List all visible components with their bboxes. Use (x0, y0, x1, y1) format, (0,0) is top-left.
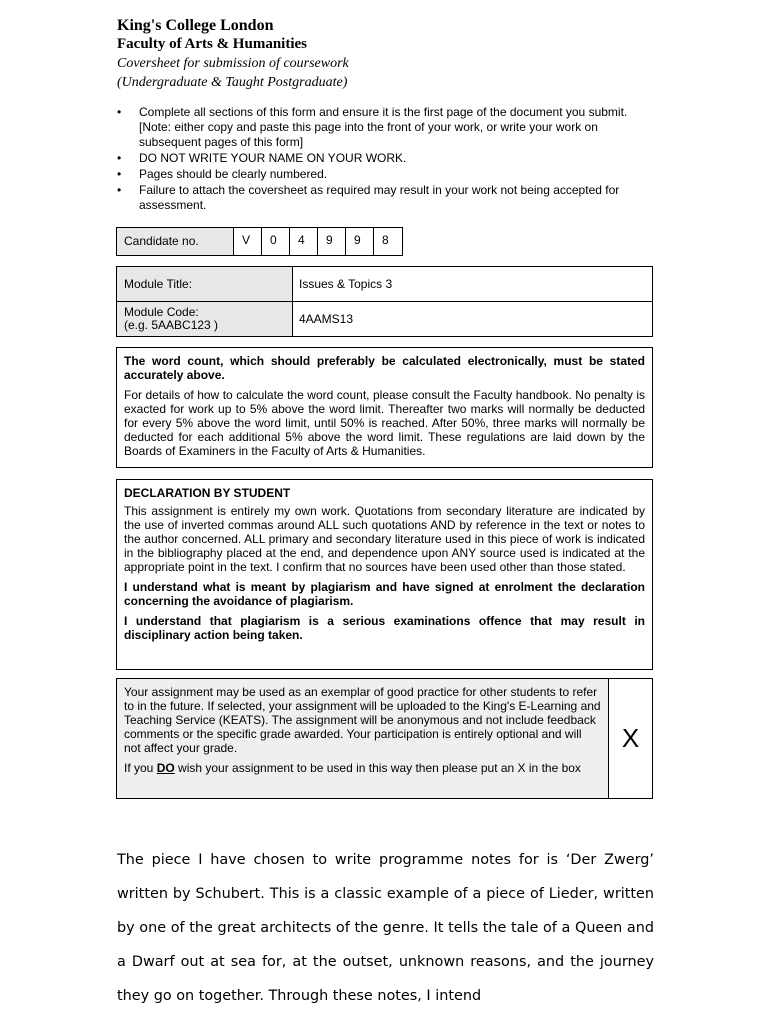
exemplar-body: Your assignment may be used as an exemplar of good practice for other students to refer to in the future. If selected, your assignment will be uploaded to the King's E-Learning and Teaching Service (KEATS). The assignment will be anonymous and not include feedback comments or the specific grade awarded. Your participation is entirely optional and will not affect your grade. (124, 685, 601, 755)
instruction-item: • Failure to attach the coversheet as required may result in your work not being accepted for assessment. (117, 183, 637, 213)
candidate-digit: 9 (318, 228, 346, 255)
module-code-label: Module Code: (e.g. 5AABC123 ) (117, 302, 293, 336)
word-count-body: For details of how to calculate the word count, please consult the Faculty handbook. No penalty is exacted for work up to 5% above the word limit. Thereafter two marks will normally be deducted for every 5% above the word limit, until 50% is reached. After 50%, three marks will normally be deducted for each additional 5% above the word limit. These regulations are laid down by the Boards of Examiners in the Faculty of Arts & Humanities. (124, 388, 645, 458)
institution-name: King's College London (117, 17, 274, 34)
declaration-body: This assignment is entirely my own work. Quotations from secondary literature are indicated by the use of inverted commas around ALL such quotations AND by reference in the text or notes to the author concerned. ALL primary and secondary literature used in this piece of work is indicated in the bibliography placed at the end, and dependence upon ANY source used is indicated at the appropriate point in the text. I confirm that no sources have been used other than those stated. (124, 504, 645, 574)
instruction-item: • Pages should be clearly numbered. (117, 167, 637, 182)
exemplar-consent-mark: X (621, 723, 640, 753)
module-code-row (117, 302, 652, 336)
module-table (116, 266, 653, 337)
candidate-number-label: Candidate no. (117, 228, 234, 255)
candidate-digit: 4 (290, 228, 318, 255)
form-subtitle: (Undergraduate & Taught Postgraduate) (117, 75, 348, 90)
instruction-item: • Complete all sections of this form and ensure it is the first page of the document you submit. [Note: either copy and paste this page into the front of your work, or write your work on subsequent pages of this form] (117, 105, 637, 150)
exemplar-prompt: If you DO wish your assignment to be used in this way then please put an X in the box (124, 761, 581, 775)
candidate-digit: 9 (346, 228, 374, 255)
essay-paragraph: The piece I have chosen to write programme notes for is ‘Der Zwerg’ written by Schubert. This is a classic example of a piece of Lieder, written by one of the great architects of the genre. It tells the tale of a Queen and a Dwarf out at sea for, at the outset, unknown reasons, and the journey they go on together. Through these notes, I intend (117, 852, 654, 1004)
declaration-statement-plagiarism-meaning: I understand what is meant by plagiarism and have signed at enrolment the declaration concerning the avoidance of plagiarism. (124, 580, 645, 608)
declaration-heading: DECLARATION BY STUDENT (124, 486, 291, 500)
declaration-statement-plagiarism-offence: I understand that plagiarism is a serious examinations offence that may result in disciplinary action being taken. (124, 614, 645, 642)
module-code-example: (e.g. 5AABC123 ) (124, 318, 219, 332)
exemplar-consent-box (116, 678, 653, 799)
faculty-name: Faculty of Arts & Humanities (117, 36, 307, 52)
declaration-box (116, 479, 653, 670)
module-title-value: Issues & Topics 3 (299, 277, 393, 291)
module-title-row (117, 267, 652, 302)
exemplar-prompt-emphasis: DO (156, 761, 175, 775)
module-title-label: Module Title: (117, 267, 293, 301)
instructions-list (117, 105, 637, 214)
candidate-digit: V (234, 228, 262, 255)
candidate-digit: 8 (382, 233, 389, 247)
form-title: Coversheet for submission of coursework (117, 56, 349, 71)
candidate-digit: 0 (262, 228, 290, 255)
instruction-item: • DO NOT WRITE YOUR NAME ON YOUR WORK. (117, 151, 637, 166)
word-count-heading: The word count, which should preferably be calculated electronically, must be stated accurately above. (124, 354, 645, 382)
word-count-box (116, 347, 653, 468)
candidate-number-table (116, 227, 403, 256)
module-code-value: 4AAMS13 (299, 312, 354, 326)
exemplar-text (117, 679, 609, 798)
